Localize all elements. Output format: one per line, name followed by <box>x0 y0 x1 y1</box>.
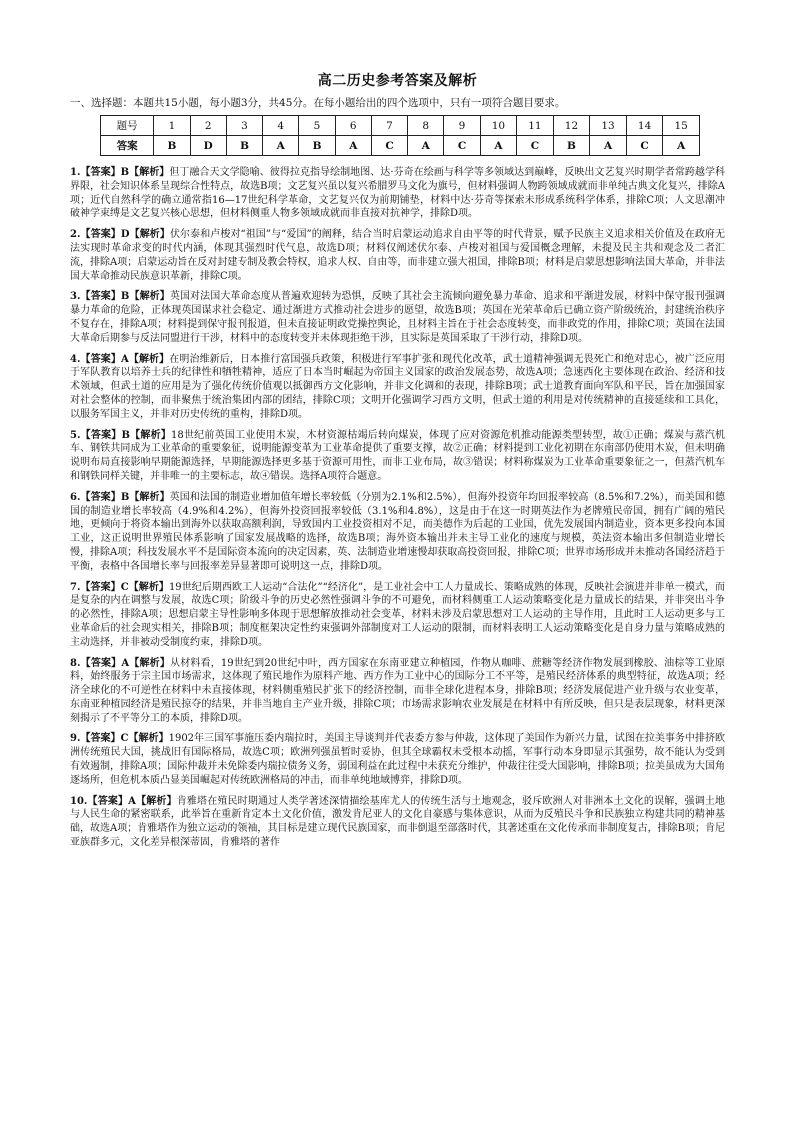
answer-tag: 【答案】B【解析】 <box>80 429 172 441</box>
page-title: 高二历史参考答案及解析 <box>317 73 478 89</box>
question-number: 2. <box>70 229 81 241</box>
number-cell: 6 <box>335 116 371 136</box>
question-number: 4. <box>70 353 81 365</box>
question-number: 1. <box>70 167 81 178</box>
question-explanation <box>70 429 725 484</box>
number-cell: 5 <box>299 116 335 136</box>
number-cell: 12 <box>553 116 590 136</box>
number-cell: 10 <box>480 116 517 136</box>
question-explanation <box>70 581 725 650</box>
number-cell: 11 <box>517 116 554 136</box>
question-explanation <box>70 657 725 726</box>
answer-document <box>70 70 725 857</box>
explanation-text: 肯雅塔在殖民时期通过人类学著述深情描绘基库尤人的传统生活与土地观念，驳斥欧洲人对非洲本土文化的误解，强调土地与人民生命的紧密联系，此举旨在重新肯定本土文化价值，激发肯尼亚人的文化自豪感与集体意识，从而为反殖民斗争和民族独立构建共同的精神基础，故选A项；肯雅塔作为独立运动的领袖，其目标是建立现代民族国家，而非倒退至部落时代，其著述重在文化传承而非制度复古，排除B项；肯尼亚族群多元，文化差异根深蒂固，肯雅塔的著作 <box>70 795 726 849</box>
explanation-text: 19世纪后期西欧工人运动“合法化”“经济化”，是工业社会中工人力量成长、策略成熟的体现，反映社会演进并非单一模式，而是复杂的内在调整与发展，故选C项；阶级斗争的历史必然性强调斗争的不可避免，而材料侧重工人运动策略变化是力量成长的结果，并非突出斗争的必然性，排除A项；思想启蒙主导性影响多体现于思想解放推动社会变革，材料未涉及启蒙思想对工人运动的主导作用，且此时工人运动更多与工业革命后的社会现实相关，排除B项；制度框架决定性约束强调外部制度对工人运动的限制，而材料表明工人运动策略变化是自身力量与策略成熟的主动选择，并非被动受制度约束，排除D项。 <box>70 581 725 648</box>
answer-row <box>101 136 700 156</box>
section-intro: 一、选择题：本题共15小题，每小题3分，共45分。在每小题给出的四个选项中，只有一项符合题目要求。 <box>70 97 566 109</box>
question-explanation <box>70 353 725 422</box>
answer-cell: C <box>371 136 407 156</box>
answer-tag: 【答案】C【解析】 <box>80 581 169 593</box>
question-explanation <box>70 795 725 850</box>
number-cell: 13 <box>590 116 627 136</box>
answer-tag: 【答案】B【解析】 <box>80 167 170 178</box>
answer-tag: 【答案】C【解析】 <box>80 733 169 745</box>
answer-cell: A <box>263 136 299 156</box>
question-explanation <box>70 228 725 283</box>
explanation-text: 伏尔泰和卢梭对“祖国”与“爱国”的阐释，结合当时启蒙运动追求自由平等的时代背景，赋予民族主义追求相关价值及在政府无法实现时革命求变的时代内涵，体现其强烈时代气息，故选D项；材料仅阐述伏尔泰、卢梭对祖国与爱国概念理解，未提及民主共和观念及二者汇流，排除A项；启蒙运动旨在反对封建专制及教会特权，追求人权、自由等，而非建立强大祖国，排除B项；材料是启蒙思想影响法国大革命，并非法国大革命推动民族意识革新，排除C项。 <box>70 229 726 282</box>
answer-cell: C <box>444 136 480 156</box>
answer-tag: 【答案】A【解析】 <box>87 795 177 807</box>
number-cell: 3 <box>226 116 262 136</box>
answer-table <box>100 115 700 156</box>
answer-cell: C <box>517 136 554 156</box>
number-cell: 8 <box>408 116 444 136</box>
answer-tag: 【答案】A【解析】 <box>80 353 170 365</box>
question-number: 3. <box>70 291 81 303</box>
answer-tag: 【答案】B【解析】 <box>80 491 170 503</box>
answer-cell: A <box>335 136 371 156</box>
number-cell: 1 <box>154 116 190 136</box>
number-cell: 7 <box>371 116 407 136</box>
answer-tag: 【答案】D【解析】 <box>80 229 170 241</box>
explanation-text: 从材料看，19世纪到20世纪中叶，西方国家在东南亚建立种植园，作物从咖啡、蔗糖等经济作物发展到橡胶、油棕等工业原料，始终服务于宗主国市场需求，这体现了殖民地作为原料产地、西方作为工业中心的国际分工不平等，是殖民经济体系的典型特征，故选A项；经济全球化的不可逆性在材料中未直接体现，材料侧重殖民扩张下的经济控制，而非全球化进程本身，排除B项；经济发展促进产业升级与农业变革，东南亚种植园经济是殖民掠夺的结果，并非当地自主产业升级，排除C项；市场需求影响农业发展是在材料中有所反映，但只是表层现象，材料更深刻揭示了不平等分工的本质，排除D项。 <box>70 657 725 724</box>
number-cell: 15 <box>663 116 700 136</box>
question-number: 6. <box>70 491 81 503</box>
answer-cell: C <box>626 136 663 156</box>
question-number: 9. <box>70 733 81 745</box>
question-explanation <box>70 290 725 345</box>
explanation-text: 但丁融合天文学隐喻、彼得拉克指导绘制地图、达·芬奇在绘画与科学等多领域达到巅峰，反映出文艺复兴时期学者常跨越学科界限，社会知识体系呈现综合性特点，故选B项；文艺复兴虽以复兴希腊罗马文化为旗号，但材料强调人物跨领域成就而非单纯古典文化复兴，排除A项；近代自然科学的确立通常指16—17世纪科学革命，文艺复兴仅为前期铺垫，材料中达·芬奇等探索未形成系统科学体系，排除C项；人文思潮冲破神学束缚是文艺复兴核心思想，但材料侧重人物多领域成就而非直接对抗神学，排除D项。 <box>70 167 725 220</box>
question-number: 8. <box>70 657 81 669</box>
row-label-answer: 答案 <box>101 136 154 156</box>
row-label-number: 题号 <box>101 116 154 136</box>
question-explanation <box>70 732 725 787</box>
answer-cell: B <box>154 136 190 156</box>
question-explanation <box>70 491 725 574</box>
question-number-row <box>101 116 700 136</box>
answer-cell: A <box>663 136 700 156</box>
explanation-text: 18世纪前英国工业使用木炭，木材资源枯竭后转向煤炭，体现了应对资源危机推动能源类型转型，故①正确；煤炭与蒸汽机车、钢铁共同成为工业革命的重要象征，说明能源变革为工业革命提供了重要支撑，故②正确；材料提到工业化初期在东南部仍使用木炭，但未明确说明布局直接影响早期能源选择，早期能源选择更多基于资源可用性，而非工业布局，故③错误；材料称煤炭为工业革命重要象征之一，但蒸汽机车和钢铁同样关键，并非唯一的主要标志，故④错误。选择A项符合题意。 <box>70 429 725 482</box>
answer-tag: 【答案】B【解析】 <box>80 291 170 303</box>
number-cell: 2 <box>190 116 226 136</box>
answer-cell: B <box>553 136 590 156</box>
answer-cell: B <box>226 136 262 156</box>
answer-cell: D <box>190 136 226 156</box>
answer-cell: A <box>480 136 517 156</box>
explanation-text: 英国和法国的制造业增加值年增长率较低（分别为2.1%和2.5%），但海外投资年均回报率较高（8.5%和7.2%），而美国和德国的制造业增长率较高（4.9%和4.2%），但海外投资回报率较低（3.1%和4.8%），这是由于在这一时期英法作为老牌殖民帝国，拥有广阔的殖民地，更倾向于将资本输出到海外以获取高额利润，导致国内工业投资相对不足，而美德作为后起的工业国，优先发展国内制造业，资本更多投向本国工业，这正说明世界殖民体系影响了国家发展战略的选择，故选B项；海外资本输出并未主导工业化的速度与规模，英法资本输出多但制造业增长慢，排除A项；科技发展水平不是国际资本流向的决定因素，英、法制造业增速慢却获取高投资回报，排除C项；世界市场形成并未推动各国经济趋于平衡，表格中各国增长率与回报率差异显著即可说明这一点，排除D项。 <box>70 491 726 572</box>
number-cell: 14 <box>626 116 663 136</box>
explanation-text: 在明治维新后，日本推行富国强兵政策，积极进行军事扩张和现代化改革，武士道精神强调无畏死亡和绝对忠心，被广泛应用于军队教育以培养士兵的纪律性和牺牲精神，适应了日本当时崛起为帝国主义国家的政治发展态势，故选A项；急速西化主要体现在政治、经济和技术领域，但武士道的应用是为了强化传统价值观以抵御西方文化影响，并非文化调和的表现，排除B项；武士道教育面向军队和平民，旨在加强国家对社会整体的控制，而非聚焦于统治集团内部的团结，排除C项；文明开化强调学习西方文明，但武士道的利用是对传统精神的直接延续和工具化，以服务军国主义，并非对历史传统的重构，排除D项。 <box>70 353 726 420</box>
question-number: 5. <box>70 429 81 441</box>
explanation-text: 英国对法国大革命态度从普遍欢迎转为恐惧，反映了其社会主流倾向避免暴力革命、追求和平渐进发展，材料中保守报刊强调暴力革命的危险，正体现英国谋求社会稳定、通过渐进方式推动社会进步的愿望，故选B项；英国在光荣革命后已确立资产阶级统治，封建统治秩序不复存在，排除A项；材料提到保守报刊报道，但未直接证明政党操控舆论，且材料主旨在于社会态度转变，而非政党的作用，排除C项；英国在法国大革命后期参与反法同盟进行干涉，材料中的态度转变并未体现拒绝干涉，且实际是英国采取了干涉行动，排除D项。 <box>70 291 726 344</box>
number-cell: 4 <box>263 116 299 136</box>
question-number: 7. <box>70 581 81 593</box>
question-explanation <box>70 166 725 221</box>
answer-tag: 【答案】A【解析】 <box>80 657 171 669</box>
question-number: 10. <box>70 795 88 807</box>
answer-cell: A <box>590 136 627 156</box>
explanation-text: 1902年三国军事施压委内瑞拉时，美国主导谈判并代表委方参与仲裁，这体现了美国作为新兴力量，试图在拉美事务中排挤欧洲传统殖民大国，挑战旧有国际格局，故选C项；欧洲列强虽暂时妥协，但其全球霸权未受根本动摇，军事行动本身即显示其强势，故不能认为受到有效遏制，排除A项；国际仲裁并未免除委内瑞拉债务义务，弱国利益在此过程中未获充分维护，仲裁往往受大国影响，排除B项；拉美虽成为大国角逐场所，但危机本质凸显美国崛起对传统欧洲格局的冲击，而非单纯地域博弈，排除D项。 <box>70 733 725 786</box>
answer-cell: A <box>408 136 444 156</box>
answer-cell: B <box>299 136 335 156</box>
number-cell: 9 <box>444 116 480 136</box>
